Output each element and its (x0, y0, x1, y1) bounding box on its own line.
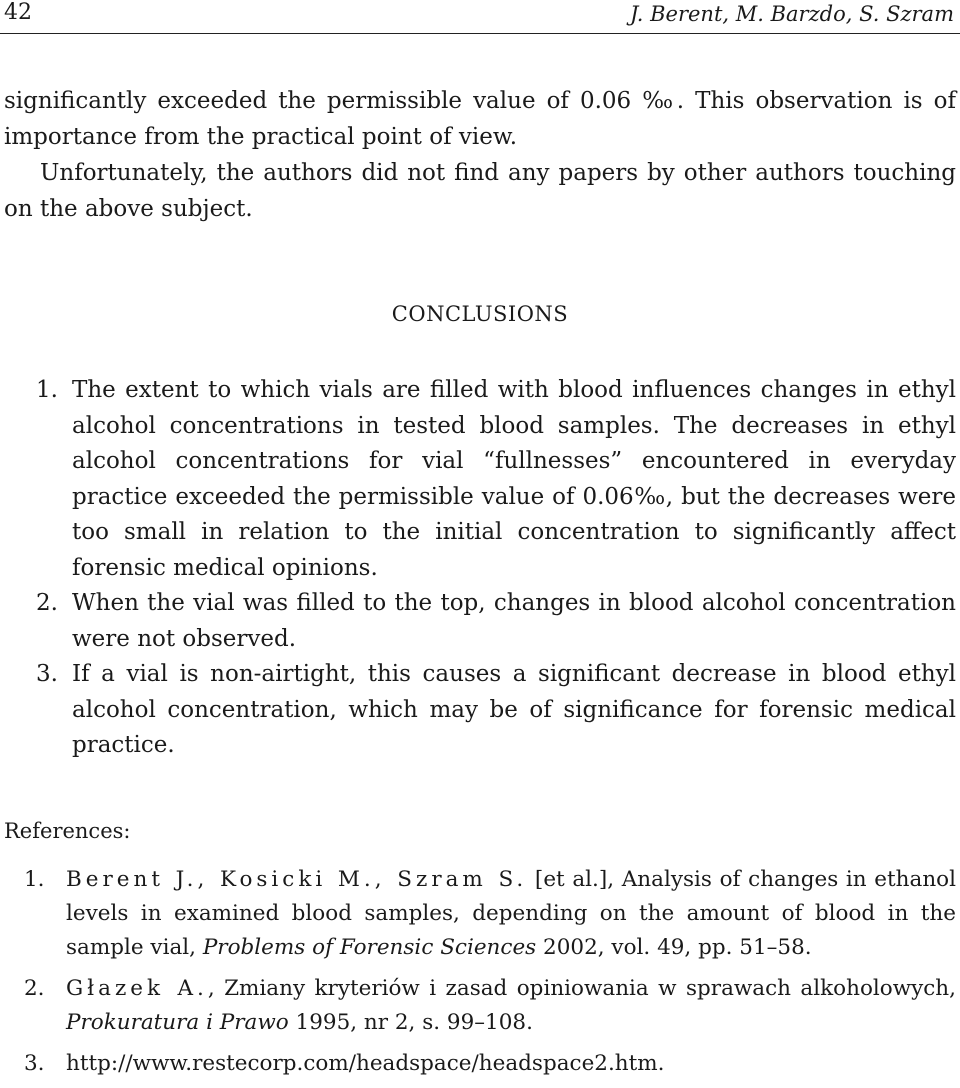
conclusion-number: 1. (36, 377, 58, 403)
body-paragraph: significantly exceeded the permissible value of 0.06 ‰. This observation is of importance from the practical point of view. (4, 88, 956, 150)
conclusion-text: When the vial was filled to the top, changes in blood alcohol concentration were not observed. (72, 590, 956, 652)
running-head: J. Berent, M. Barzdo, S. Szram (629, 2, 954, 26)
reference-item (4, 972, 956, 1040)
reference-details: 2002, vol. 49, pp. 51–58. (536, 935, 812, 960)
section-heading-conclusions: CONCLUSIONS (391, 302, 569, 326)
conclusion-number: 2. (36, 590, 58, 616)
reference-etal: [et al.], (527, 867, 622, 892)
reference-details: 1995, nr 2, s. 99–108. (288, 1010, 533, 1035)
conclusion-list (4, 373, 956, 764)
reference-url: http://www.restecorp.com/headspace/headspace2.htm. (66, 1051, 665, 1076)
conclusion-text: If a vial is non-airtight, this causes a significant decrease in blood ethyl alcohol concentration, which may be of significance for forensic medical practice. (72, 661, 956, 758)
conclusion-number: 3. (36, 661, 58, 687)
reference-item (4, 1047, 956, 1081)
references-heading: References: (4, 819, 131, 843)
reference-journal: Problems of Forensic Sciences (202, 935, 537, 960)
reference-number: 2. (24, 976, 45, 1001)
reference-number: 1. (24, 867, 45, 892)
reference-number: 3. (24, 1051, 45, 1076)
conclusion-item (4, 586, 956, 657)
reference-authors: Berent J., Kosicki M., Szram S. (66, 867, 528, 892)
reference-journal: Prokuratura i Prawo (66, 1010, 289, 1035)
body-paragraph: Unfortunately, the authors did not find any papers by other authors touching on the above subject. (4, 160, 956, 222)
conclusion-item (4, 373, 956, 586)
reference-title: Analysis of changes in ethanol levels in examined blood samples, depending on the amount of blood in the sample vial, (66, 867, 956, 960)
page-header (0, 0, 960, 34)
reference-list (4, 863, 956, 1088)
reference-authors: Głazek A. (66, 976, 208, 1001)
reference-title: , Zmiany kryteriów i zasad opiniowania w sprawach alkoholowych, (207, 976, 956, 1001)
page-number: 42 (4, 0, 32, 25)
conclusion-item (4, 657, 956, 764)
reference-item (4, 863, 956, 965)
conclusion-text: The extent to which vials are filled with blood influences changes in ethyl alcohol concentrations in tested blood samples. The decreases in ethyl alcohol concentrations for vial “fullnesses” encountered in everyday practice exceeded the permissible value of 0.06‰, but the decreases were too small in relation to the initial concentration to significantly affect forensic medical opinions. (72, 377, 956, 581)
